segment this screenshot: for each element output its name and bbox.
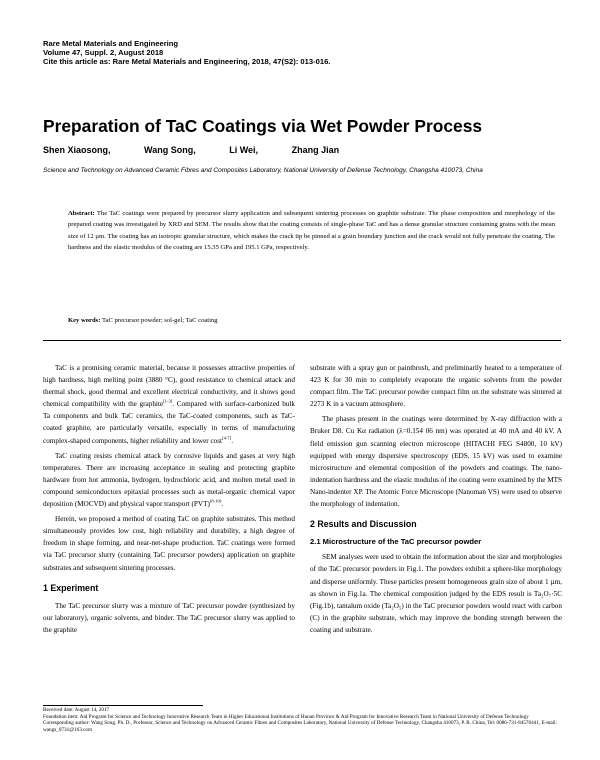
abstract-text: The TaC coatings were prepared by precursor slurry application and subsequent sintering processes on graphite substrate. The phase composition and morphology of the prepared coating was investigated by XRD and SEM. The results show that the coating consists of single-phase TaC and has a dense granular structure containing grains with the mean size of 12 µm. The coating has an isotropic granular structure, which makes the crack tip be pinned at a grain boundary junction and the crack would not fully penetrate the coating. The hardness and the elastic modulus of the coating are 15.35 GPa and 195.1 GPa, respectively. xyxy=(68,210,555,252)
paragraph: substrate with a spray gun or paintbrush, and preliminarily heated to a temperature of 423 K for 30 min to completely evaporate the organic solvents from the powder compact film. The TaC precursor powder compact film on the substrate was sintered at 2273 K in a vacuum atmosphere. xyxy=(310,364,562,409)
keywords-text: TaC precursor powder; sol-gel; TaC coating xyxy=(101,317,218,324)
paragraph: TaC coating resists chemical attack by corrosive liquids and gases at very high temperatures. There are increasing acceptance in sealing and protecting graphite hardware from hot ammonia, hydrogen, hydrochloric acid, and molten metal used in compound semiconductors epitaxial processes such as metal-organic chemical vapor deposition (MOCVD) and physical vapor transport (PVT)[8-10]. xyxy=(43,451,295,509)
paragraph: SEM analyses were used to obtain the information about the size and morphologies of the TaC precursor powders in Fig.1. The powders exhibit a sphere-like morphology and disperse uniformly. These particles present homogeneous grain size of about 1 µm, as shown in Fig.1a. The chemical composition judged by the EDS result is Ta₂O₇·5C (Fig.1b), tantalum oxide (Ta₂O₅) in the TaC precursor powders would react with carbon (C) in the graphite substrate, which may improve the bonding strength between the coating and substrate. xyxy=(310,553,562,634)
journal-volume: Volume 47, Suppl. 2, August 2018 xyxy=(43,47,164,57)
left-column xyxy=(43,362,295,636)
journal-citation: Cite this article as: Rare Metal Materials and Engineering, 2018, 47(S2): 013-016. xyxy=(43,56,331,66)
author-list xyxy=(43,145,370,155)
paragraph: TaC is a promising ceramic material, because it possesses attractive properties of high hardness, high melting point (3880 °C), good resistance to chemical attack and thermal shock, good thermal and excellent electrical conductivity, and it shows good chemical compatibility with the graphite[1-3]. Compared with surface-carbonized bulk Ta components and bulk TaC ceramics, the TaC-coated components, such as TaC-coated graphite, are particularly versatile, especially in terms of manufacturing complex-shaped components, higher reliability and lower cost[4-7]. xyxy=(43,364,295,445)
subsection-heading: 2.1 Microstructure of the TaC precursor powder xyxy=(310,537,482,547)
paragraph: The phases present in the coatings were determined by X-ray diffraction with a Bruker D8. Cu Kα radiation (λ=0.154 06 nm) was operated at 40 mA and 40 kV. A field emission gun scanning electron microscope (HITACHI FEG S4800, 10 kV) equipped with energy dispersive spectroscopy (EDS, 15 kV) was used to examine microstructure and elemental composition of the powders and coatings. The nano-indentation hardness and the elastic modulus of the coating were examined by the MTS Nano-indenter XP. The Atomic Force Microscope (Nanoman VS) were used to observe the morphology of indentation. xyxy=(310,415,562,509)
corresponding-author: Corresponding author: Wang Song, Ph. D., Professor, Science and Technology on Advanced Ceramic Fibres and Composites Laboratory, National University of Defense Technology, Changsha 410073, P. R. China, Tel: 0086-731-84576441, E-mail: wangs_0731@163.com xyxy=(43,720,558,733)
section-heading-experiment: 1 Experiment xyxy=(43,582,99,593)
foundation-note: Foundation item: Aid Program for Science and Technology Innovative Research Team in Higher Educational Institutions of Hunan Province & Aid Program for Innovative Research Team in National University of Defense Technology xyxy=(43,713,529,720)
section-heading-results: 2 Results and Discussion xyxy=(310,519,417,530)
paper-title: Preparation of TaC Coatings via Wet Powder Process xyxy=(43,116,483,136)
author: Wang Song, xyxy=(144,145,196,155)
section-divider xyxy=(43,340,561,341)
keywords-label: Key words: xyxy=(68,317,101,324)
affiliation: Science and Technology on Advanced Ceramic Fibres and Composites Laboratory, National University of Defense Technology, Changsha 410073, China xyxy=(43,167,483,174)
footnotes xyxy=(43,707,561,733)
keywords xyxy=(68,316,555,325)
right-column xyxy=(310,362,562,636)
footnote-divider xyxy=(43,705,203,706)
abstract-label: Abstract: xyxy=(68,210,95,217)
journal-name: Rare Metal Materials and Engineering xyxy=(43,39,179,48)
abstract xyxy=(68,208,555,254)
journal-header xyxy=(43,40,330,66)
author: Shen Xiaosong, xyxy=(43,145,111,155)
author: Zhang Jian xyxy=(291,145,340,155)
paragraph: The TaC precursor slurry was a mixture of TaC precursor powder (synthesized by our laboratory), organic solvents, and binder. The TaC precursor slurry was applied to the graphite xyxy=(43,601,295,634)
received-date: Received date: August 14, 2017 xyxy=(43,707,110,713)
paragraph: Herein, we proposed a method of coating TaC on graphite substrates. This method simultaneously provides low cost, high reliability and durability, a high degree of freedom in shape forming, and near-net-shape production. TaC coatings were formed via TaC precursor slurry (containing TaC precursor powders) application on graphite substrates and subsequent sintering processes. xyxy=(43,515,295,572)
author: Li Wei, xyxy=(229,145,259,155)
